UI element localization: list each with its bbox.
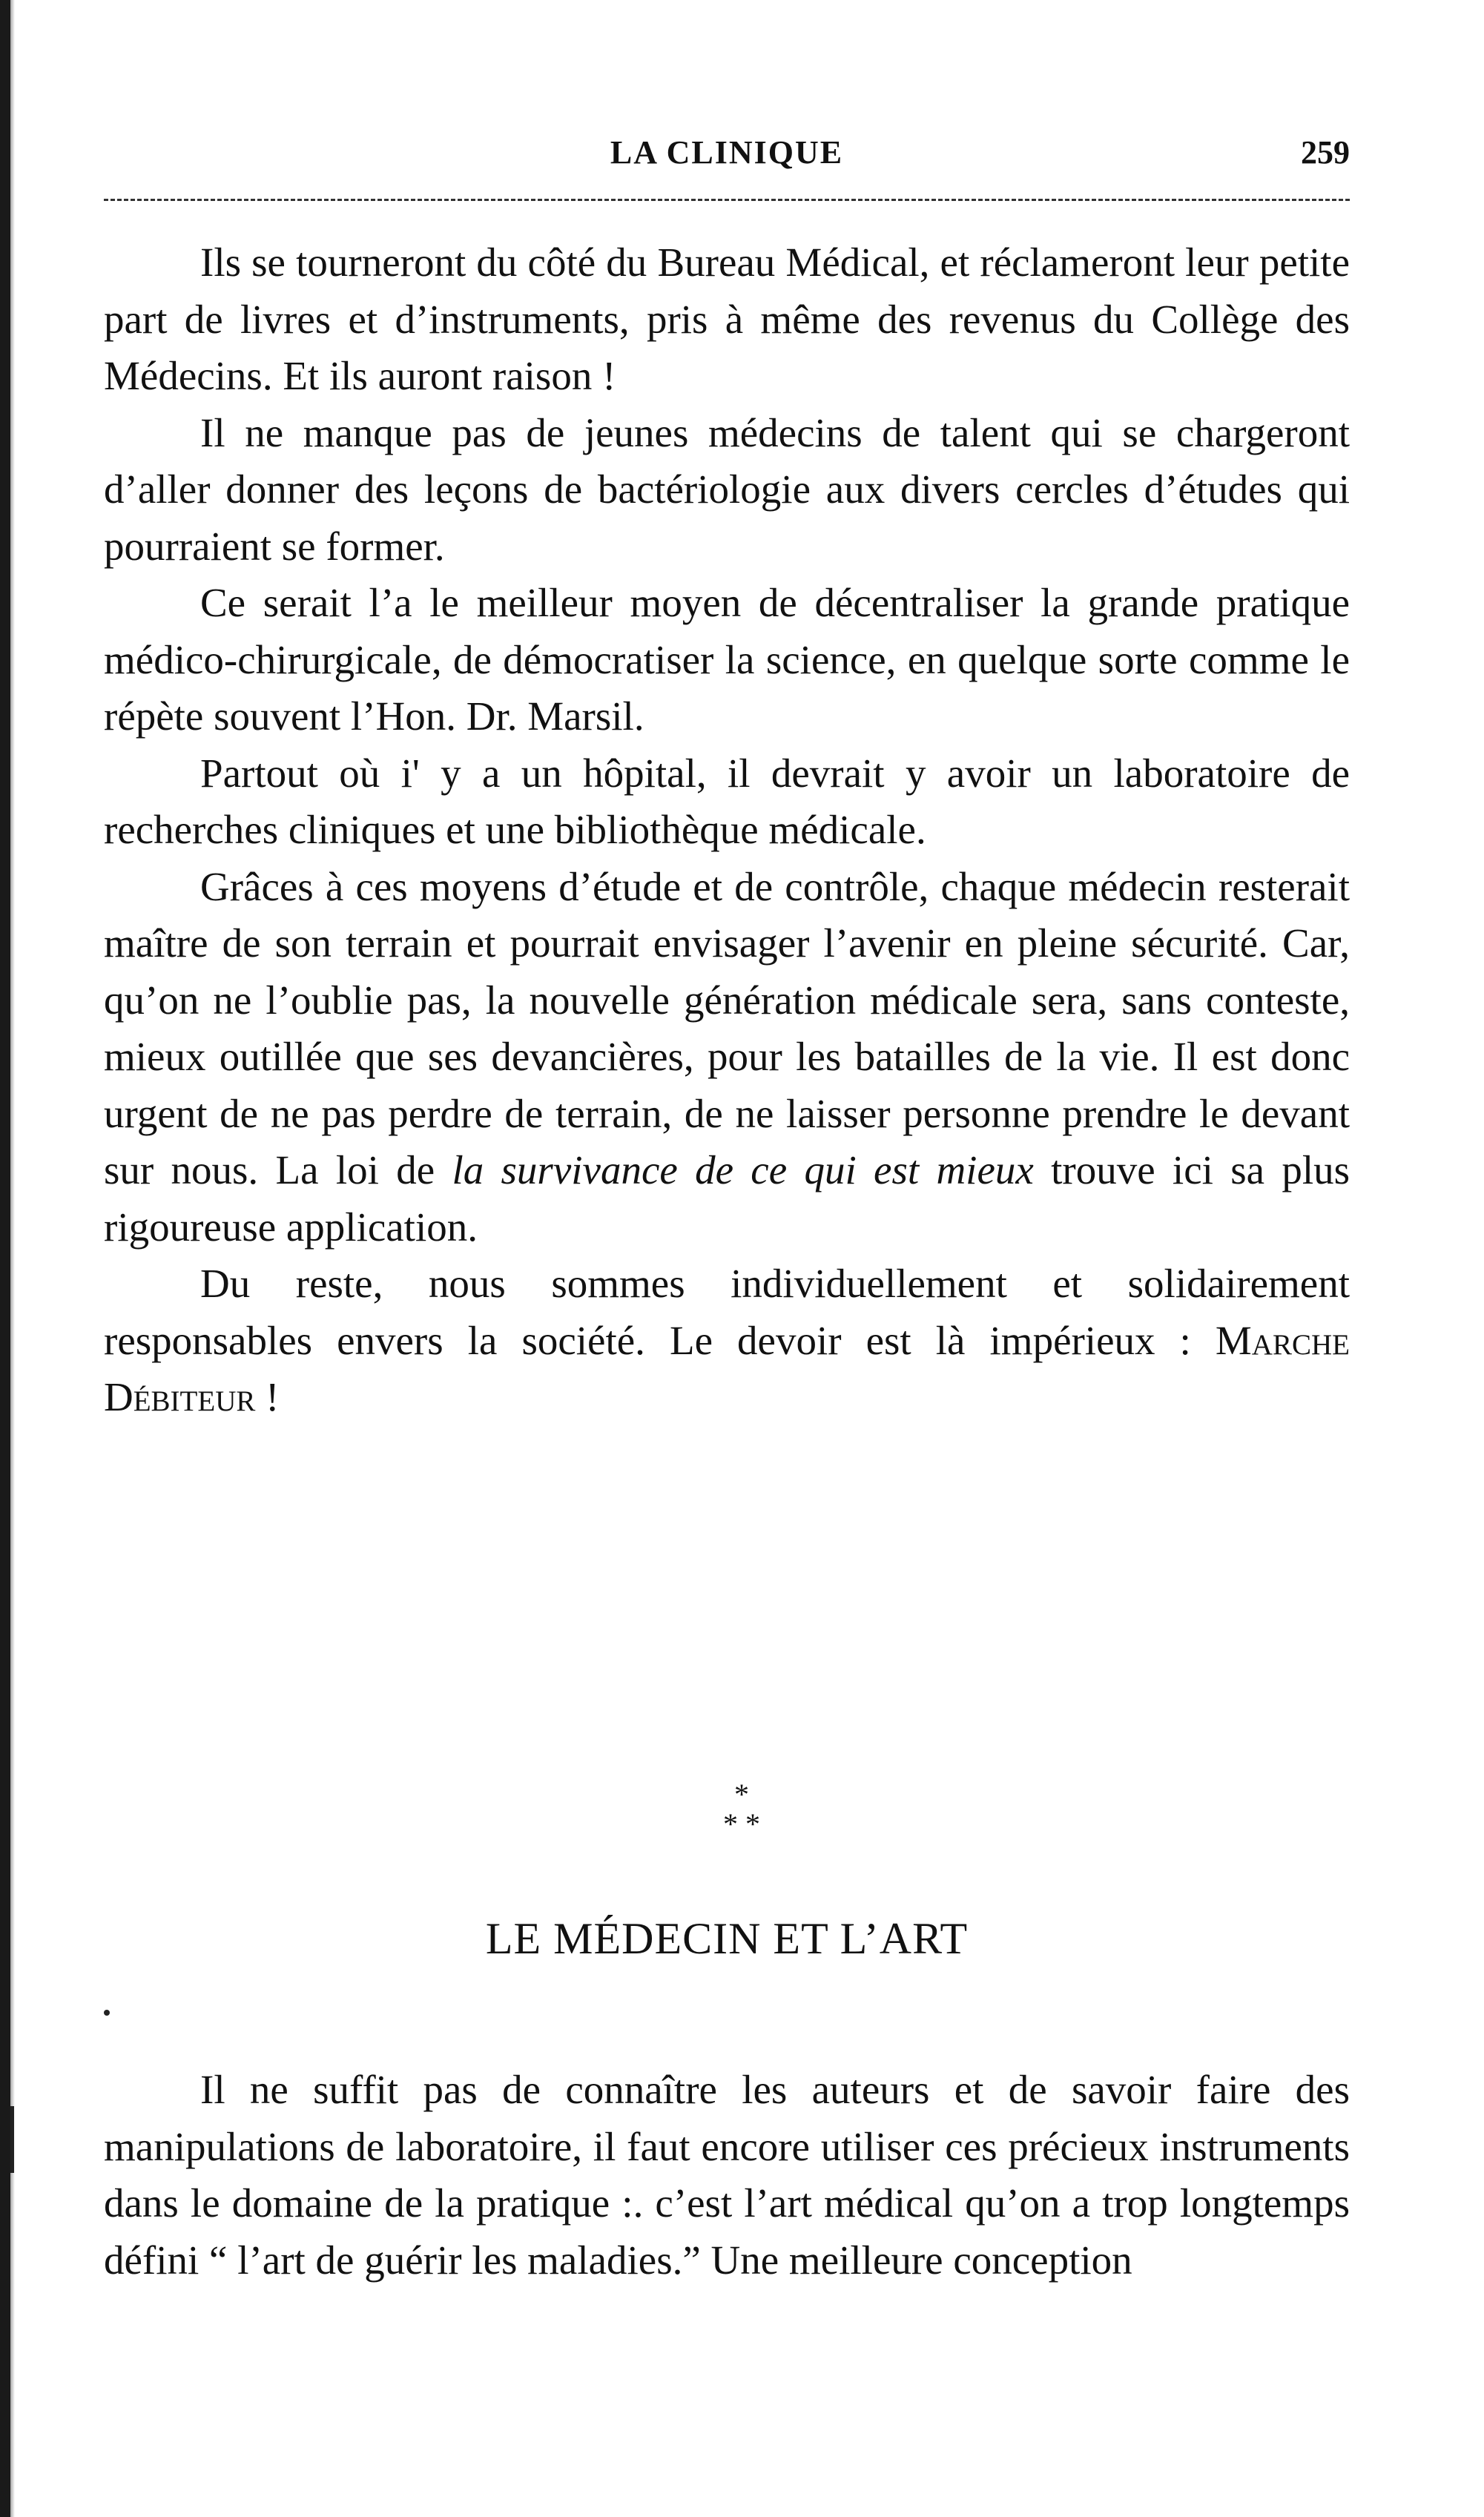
- header-rule: [104, 199, 1350, 201]
- paragraph: [104, 859, 1350, 1256]
- asterism-ornament: [667, 1780, 816, 1839]
- paragraph-text: Grâces à ces moyens d’étude et de contrôle, chaque médecin resterait maître de son terrain et pourrait envisager l’avenir en pleine sécurité. Car, qu’on ne l’oublie pas, la nouvelle génération médicale sera, sans conteste, mieux outillée que ses devancières, pour les batailles de la vie. Il est donc urgent de ne pas perdre de terrain, de ne laisser personne prendre le devant sur nous. La loi de: [104, 863, 1350, 1192]
- print-speck: [104, 2010, 110, 2016]
- paragraph: Ce serait l’a le meilleur moyen de décentraliser la grande pratique médico-chirurgicale, de démocratiser la science, en quelque sorte comme le répète souvent l’Hon. Dr. Marsil.: [104, 580, 1350, 739]
- paragraph: [104, 1256, 1350, 1426]
- paragraph-text: !: [255, 1374, 280, 1419]
- section-title: LE MÉDECIN ET L’ART: [485, 1914, 969, 1963]
- italic-phrase: la survivance de ce qui est mieux: [452, 1147, 1034, 1192]
- paragraph: Il ne suffit pas de connaître les auteurs et de savoir faire des manipulations de laboratoire, il faut encore utiliser ces précieux instruments dans le domaine de la pratique :. c’est l’art médical qu’on a trop longtemps défini “ l’art de guérir les maladies.” Une meilleure conception: [104, 2067, 1350, 2283]
- binding-mark: [10, 2106, 14, 2173]
- section-body-text: [104, 2062, 1350, 2289]
- paragraph: Il ne manque pas de jeunes médecins de talent qui se chargeront d’aller donner des leçons de bactériologie aux divers cercles d’études qui pourraient se former.: [104, 409, 1350, 569]
- paragraph-text: Du reste, nous sommes individuellement et solidairement responsables envers la société. Le devoir est là impérieux :: [104, 1261, 1350, 1363]
- asterism-top: *: [734, 1778, 749, 1811]
- page-header: [104, 133, 1350, 185]
- small-caps-phrase: Marche Débiteur: [104, 1317, 1350, 1419]
- running-title: LA CLINIQUE: [610, 134, 844, 171]
- paragraph: Partout où i' y a un hôpital, il devrait y avoir un laboratoire de recherches cliniques et une bibliothèque médicale.: [104, 750, 1350, 852]
- paragraph: Ils se tourneront du côté du Bureau Médical, et réclameront leur petite part de livres et d’instruments, pris à même des revenus du Collège des Médecins. Et ils auront raison !: [104, 240, 1350, 398]
- asterism-bottom: * *: [723, 1807, 760, 1841]
- paragraph-text: trouve ici sa plus rigoureuse application.: [104, 1147, 1351, 1250]
- page-number: 259: [1301, 134, 1350, 171]
- page-binding-edge: [0, 0, 10, 2517]
- body-text: [104, 234, 1350, 1426]
